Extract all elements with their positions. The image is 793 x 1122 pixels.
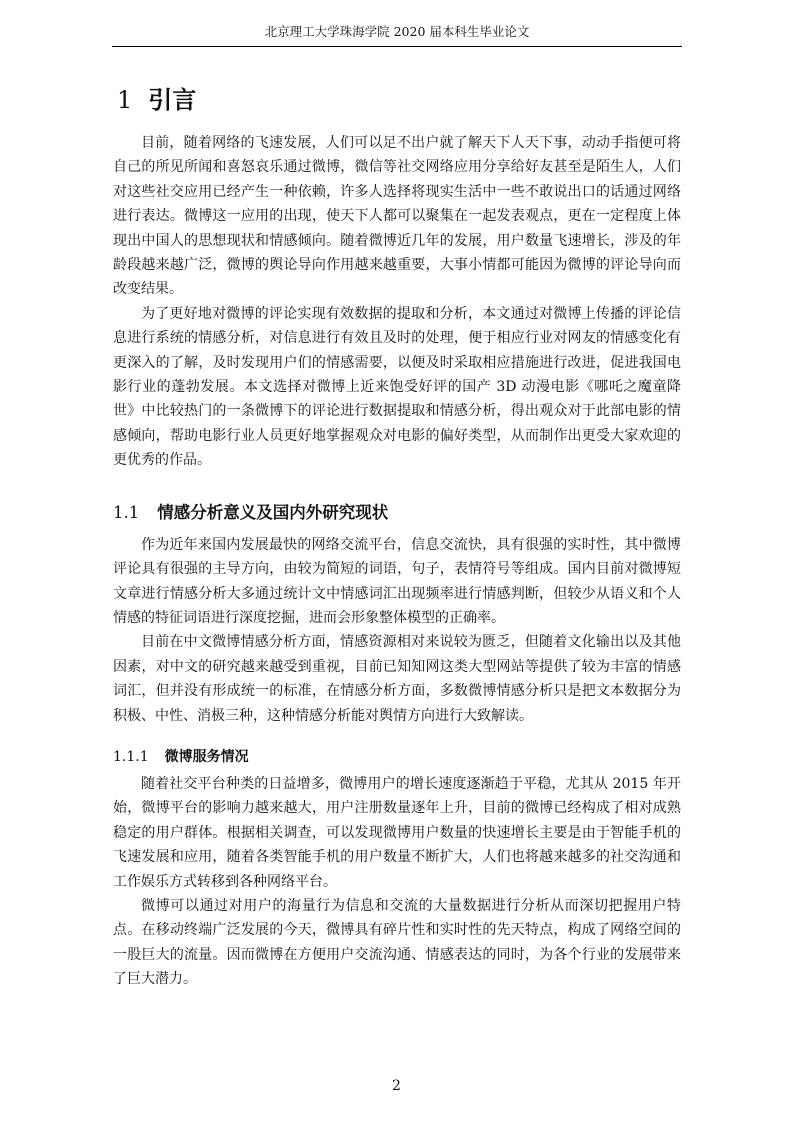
subsection-heading <box>113 746 681 766</box>
body-paragraph: 作为近年来国内发展最快的网络交流平台，信息交流快，具有很强的实时性，其中微博评论具有很强的主导方向，由较为简短的词语，句子，表情符号等组成。国内目前对微博短文章进行情感分析大多通过统计文中情感词汇出现频率进行情感判断，但较少从语义和个人情感的特征词语进行深度挖掘，进而会形象整体模型的正确率。 <box>113 536 681 626</box>
body-paragraph: 目前在中文微博情感分析方面，情感资源相对来说较为匮乏，但随着文化输出以及其他因素，对中文的研究越来越受到重视，目前已知知网这类大型网站等提供了较为丰富的情感词汇，但并没有形成统一的标准，在情感分析方面，多数微博情感分析只是把文本数据分为积极、中性、消极三种，这种情感分析能对舆情方向进行大致解读。 <box>113 634 681 724</box>
page-body <box>113 80 681 992</box>
chapter-title: 引言 <box>148 86 197 114</box>
section-heading <box>113 499 681 523</box>
chapter-heading <box>117 80 681 115</box>
running-header: 北京理工大学珠海学院 2020 届本科生毕业论文 <box>264 24 530 39</box>
body-paragraph: 目前，随着网络的飞速发展，人们可以足不出户就了解天下人天下事，动动手指便可将自己的所见所闻和喜怒哀乐通过微博，微信等社交网络应用分享给好友甚至是陌生人，人们对这些社交应用已经产生一种依赖，许多人选择将现实生活中一些不敢说出口的话通过网络进行表达。微博这一应用的出现，使天下人都可以聚集在一起发表观点，更在一定程度上体现出中国人的思想现状和情感倾向。随着微博近几年的发展，用户数量飞速增长，涉及的年龄段越来越广泛，微博的舆论导向作用越来越重要，大事小情都可能因为微博的评论导向而改变结果。 <box>113 135 681 298</box>
body-paragraph: 为了更好地对微博的评论实现有效数据的提取和分析，本文通过对微博上传播的评论信息进行系统的情感分析，对信息进行有效且及时的处理，便于相应行业对网友的情感变化有更深入的了解，及时发现用户们的情感需要，以便及时采取相应措施进行改进，促进我国电影行业的蓬勃发展。本文选择对微博上近来饱受好评的国产 3D 动漫电影《哪吒之魔童降世》中比较热门的一条微博下的评论进行数据提取和情感分析，得出观众对于此部电影的情感倾向，帮助电影行业人员更好地掌握观众对电影的偏好类型，从而制作出更受大家欢迎的更优秀的作品。 <box>113 305 681 469</box>
section-title: 情感分析意义及国内外研究现状 <box>157 502 389 522</box>
section-number: 1.1 <box>113 502 140 522</box>
subsection-number: 1.1.1 <box>113 748 149 765</box>
body-paragraph: 微博可以通过对用户的海量行为信息和交流的大量数据进行分析从而深切把握用户特点。在移动终端广泛发展的今天，微博具有碎片性和实时性的先天特点，构成了网络空间的一股巨大的流量。因而微博在方便用户交流沟通、情感表达的同时，为各个行业的发展带来了巨大潜力。 <box>113 897 681 988</box>
page-number: 2 <box>392 1078 401 1094</box>
body-paragraph: 随着社交平台种类的日益增多，微博用户的增长速度逐渐趋于平稳，尤其从 2015 年开始，微博平台的影响力越来越大，用户注册数量逐年上升，目前的微博已经构成了相对成熟稳定的用户群体。根据相关调查，可以发现微博用户数量的快速增长主要是由于智能手机的飞速发展和应用，随着各类智能手机的用户数量不断扩大，人们也将越来越多的社交沟通和工作娱乐方式转移到各种网络平台。 <box>113 775 681 890</box>
subsection-title: 微博服务情况 <box>164 748 249 765</box>
header-divider <box>112 46 682 47</box>
chapter-number: 1 <box>117 86 133 114</box>
